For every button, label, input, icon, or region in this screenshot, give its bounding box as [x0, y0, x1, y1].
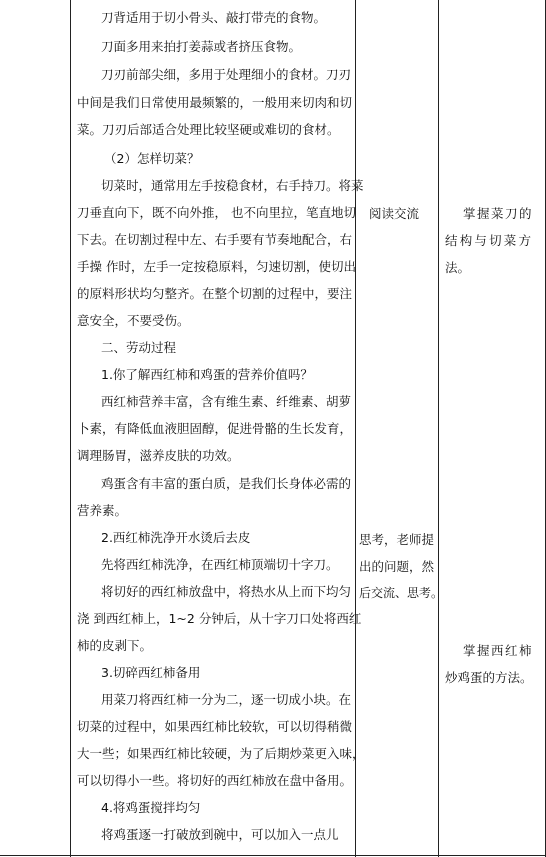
table-border-bottom [0, 855, 546, 856]
content-line: 卜素，有降低血液胆固醇，促进骨骼的生长发育， [77, 421, 353, 436]
goal-text: 掌握西红柿 [463, 643, 534, 658]
content-line: 柿的皮剥下。 [77, 638, 153, 653]
content-line: 将切好的西红柿放盘中，将热水从上而下均匀 [101, 584, 352, 599]
content-line: 鸡蛋含有丰富的蛋白质，是我们长身体必需的 [101, 476, 352, 491]
goal-text: 法。 [445, 260, 471, 275]
goal-text: 掌握菜刀的 [463, 206, 534, 221]
content-line: 刀垂直向下，既不向外推， 也不向里拉，笔直地切 [77, 205, 356, 220]
section-heading: 二、劳动过程 [101, 340, 177, 355]
content-line: 用菜刀将西红柿一分为二，逐一切成小块。在 [101, 692, 352, 707]
goal-text: 结构与切菜方 [445, 233, 534, 248]
content-line: 将鸡蛋逐一打破放到碗中，可以加入一点儿 [101, 827, 339, 842]
content-line: 西红柿营养丰富，含有维生素、纤维素、胡萝 [101, 394, 352, 409]
content-line: 刀面多用来拍打姜蒜或者挤压食物。 [101, 39, 302, 54]
content-line: 切菜的过程中，如果西红柿比较软，可以切得稍微 [77, 719, 353, 734]
step-heading: 1.你了解西红柿和鸡蛋的营养价值吗？ [101, 367, 313, 382]
activity-text: 后交流、思考。 [359, 586, 444, 600]
content-line: 意安全，不要受伤。 [77, 313, 190, 328]
step-heading: 3.切碎西红柿备用 [101, 665, 201, 680]
goal-text: 炒鸡蛋的方法。 [445, 670, 533, 685]
activity-text: 阅读交流 [369, 206, 420, 221]
content-line: 调理肠胃，滋养皮肤的功效。 [77, 448, 240, 463]
table-border-col3 [438, 0, 439, 857]
activity-text: 出的问题，然 [359, 559, 435, 574]
content-line: 浇 到西红柿上，1~2 分钟后，从十字刀口处将西红 [77, 611, 362, 626]
table-border-col2 [355, 0, 356, 857]
content-line: 营养素。 [77, 503, 128, 518]
step-heading: 4.将鸡蛋搅拌均匀 [101, 800, 201, 815]
table-border-left [70, 0, 71, 857]
content-line: 的原料形状均匀整齐。在整个切割的过程中，要注 [77, 286, 353, 301]
content-line: 下去。在切割过程中左、右手要有节奏地配合，右 [77, 232, 353, 247]
content-line: 菜。刀刃后部适合处理比较坚硬或难切的食材。 [77, 122, 340, 137]
step-heading: 2.西红柿洗净开水烫后去皮 [101, 530, 251, 545]
content-line: 刀刃前部尖细，多用于处理细小的食材。刀刃 [101, 67, 352, 82]
activity-text: 思考，老师提 [359, 532, 435, 547]
content-line: 手操 作时，左手一定按稳原料，匀速切割，使切出 [77, 259, 356, 274]
content-line: 刀背适用于切小骨头、敲打带壳的食物。 [101, 10, 327, 25]
content-line: 切菜时，通常用左手按稳食材，右手持刀。将菜 [101, 178, 364, 193]
content-line: 中间是我们日常使用最频繁的，一般用来切肉和切 [77, 95, 353, 110]
content-line: 先将西红柿洗净，在西红柿顶端切十字刀。 [101, 557, 339, 572]
section-heading: （2）怎样切菜？ [104, 151, 200, 166]
content-line: 可以切得小一些。将切好的西红柿放在盘中备用。 [77, 773, 353, 788]
content-line: 大一些；如果西红柿比较硬，为了后期炒菜更入味， [77, 746, 365, 761]
